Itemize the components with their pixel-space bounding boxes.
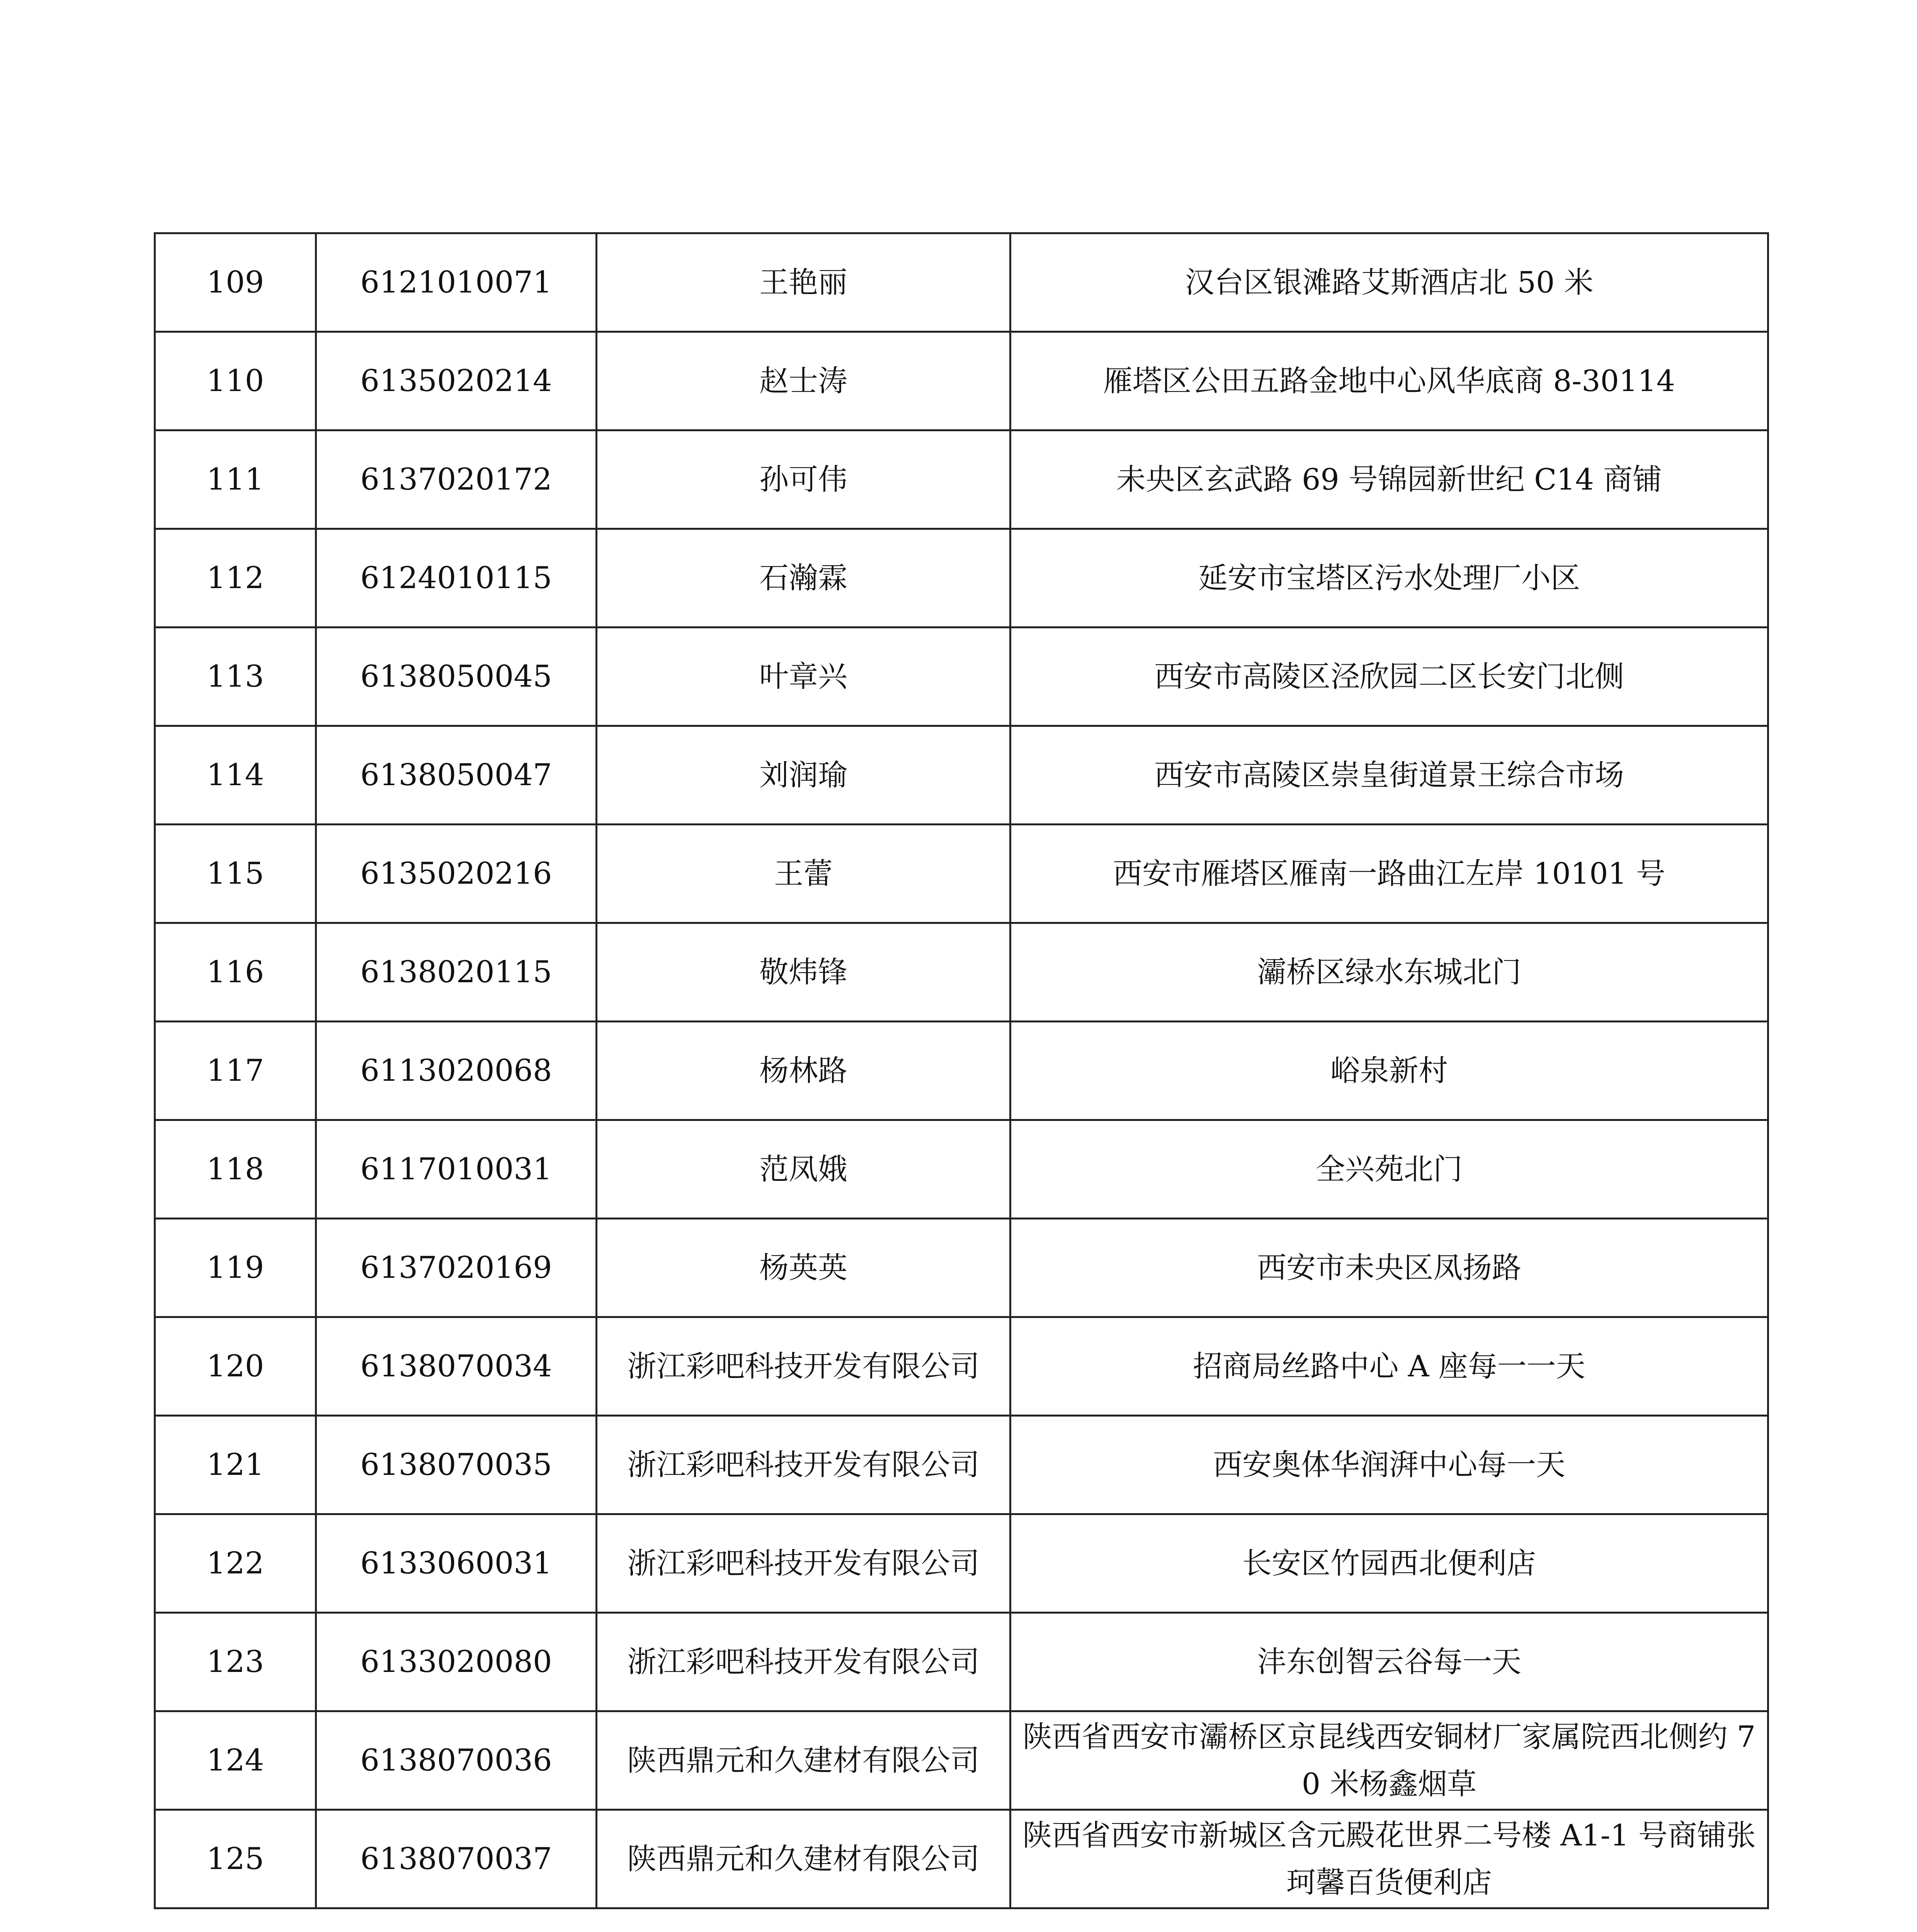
address-cell: 灞桥区绿水东城北门 bbox=[1010, 923, 1768, 1022]
code-cell: 6113020068 bbox=[316, 1022, 597, 1120]
name-cell: 陕西鼎元和久建材有限公司 bbox=[597, 1711, 1010, 1810]
name-cell: 孙可伟 bbox=[597, 430, 1010, 529]
table-row bbox=[155, 1120, 1768, 1219]
table-row bbox=[155, 1711, 1768, 1810]
row-number-cell: 118 bbox=[155, 1120, 316, 1219]
table-row bbox=[155, 1317, 1768, 1416]
code-cell: 6133060031 bbox=[316, 1514, 597, 1613]
table-row bbox=[155, 1514, 1768, 1613]
name-cell: 石瀚霖 bbox=[597, 529, 1010, 628]
address-cell: 未央区玄武路 69 号锦园新世纪 C14 商铺 bbox=[1010, 430, 1768, 529]
code-cell: 6133020080 bbox=[316, 1613, 597, 1711]
row-number-cell: 113 bbox=[155, 628, 316, 726]
code-cell: 6138050045 bbox=[316, 628, 597, 726]
row-number-cell: 112 bbox=[155, 529, 316, 628]
code-cell: 6135020216 bbox=[316, 825, 597, 923]
address-cell: 沣东创智云谷每一天 bbox=[1010, 1613, 1768, 1711]
name-cell: 敬炜锋 bbox=[597, 923, 1010, 1022]
name-cell: 赵士涛 bbox=[597, 332, 1010, 430]
row-number-cell: 120 bbox=[155, 1317, 316, 1416]
code-cell: 6138070034 bbox=[316, 1317, 597, 1416]
table-row bbox=[155, 332, 1768, 430]
name-cell: 陕西鼎元和久建材有限公司 bbox=[597, 1810, 1010, 1908]
name-cell: 杨林路 bbox=[597, 1022, 1010, 1120]
code-cell: 6138070035 bbox=[316, 1416, 597, 1514]
code-cell: 6124010115 bbox=[316, 529, 597, 628]
row-number-cell: 115 bbox=[155, 825, 316, 923]
address-cell: 西安奥体华润湃中心每一天 bbox=[1010, 1416, 1768, 1514]
address-cell: 西安市高陵区崇皇街道景王综合市场 bbox=[1010, 726, 1768, 825]
code-cell: 6138070036 bbox=[316, 1711, 597, 1810]
row-number-cell: 123 bbox=[155, 1613, 316, 1711]
name-cell: 刘润瑜 bbox=[597, 726, 1010, 825]
row-number-cell: 114 bbox=[155, 726, 316, 825]
address-cell: 陕西省西安市灞桥区京昆线西安铜材厂家属院西北侧约 70 米杨鑫烟草 bbox=[1010, 1711, 1768, 1810]
code-cell: 6138050047 bbox=[316, 726, 597, 825]
address-cell: 西安市未央区凤扬路 bbox=[1010, 1219, 1768, 1317]
address-cell: 峪泉新村 bbox=[1010, 1022, 1768, 1120]
name-cell: 浙江彩吧科技开发有限公司 bbox=[597, 1416, 1010, 1514]
table-row bbox=[155, 1613, 1768, 1711]
row-number-cell: 122 bbox=[155, 1514, 316, 1613]
code-cell: 6138070037 bbox=[316, 1810, 597, 1908]
code-cell: 6138020115 bbox=[316, 923, 597, 1022]
address-cell: 西安市雁塔区雁南一路曲江左岸 10101 号 bbox=[1010, 825, 1768, 923]
table-row bbox=[155, 529, 1768, 628]
row-number-cell: 117 bbox=[155, 1022, 316, 1120]
name-cell: 浙江彩吧科技开发有限公司 bbox=[597, 1613, 1010, 1711]
code-cell: 6117010031 bbox=[316, 1120, 597, 1219]
name-cell: 叶章兴 bbox=[597, 628, 1010, 726]
name-cell: 王艳丽 bbox=[597, 233, 1010, 332]
row-number-cell: 111 bbox=[155, 430, 316, 529]
name-cell: 范凤娥 bbox=[597, 1120, 1010, 1219]
table-row bbox=[155, 1416, 1768, 1514]
table-row bbox=[155, 430, 1768, 529]
code-cell: 6135020214 bbox=[316, 332, 597, 430]
code-cell: 6137020169 bbox=[316, 1219, 597, 1317]
table-row bbox=[155, 233, 1768, 332]
store-list-table bbox=[154, 232, 1769, 1909]
address-cell: 招商局丝路中心 A 座每一一天 bbox=[1010, 1317, 1768, 1416]
code-cell: 6137020172 bbox=[316, 430, 597, 529]
table-row bbox=[155, 923, 1768, 1022]
row-number-cell: 109 bbox=[155, 233, 316, 332]
table-row bbox=[155, 726, 1768, 825]
row-number-cell: 110 bbox=[155, 332, 316, 430]
name-cell: 浙江彩吧科技开发有限公司 bbox=[597, 1317, 1010, 1416]
row-number-cell: 121 bbox=[155, 1416, 316, 1514]
address-cell: 全兴苑北门 bbox=[1010, 1120, 1768, 1219]
address-cell: 延安市宝塔区污水处理厂小区 bbox=[1010, 529, 1768, 628]
name-cell: 浙江彩吧科技开发有限公司 bbox=[597, 1514, 1010, 1613]
table-body bbox=[155, 233, 1768, 1908]
row-number-cell: 116 bbox=[155, 923, 316, 1022]
row-number-cell: 125 bbox=[155, 1810, 316, 1908]
address-cell: 陕西省西安市新城区含元殿花世界二号楼 A1-1 号商铺张珂馨百货便利店 bbox=[1010, 1810, 1768, 1908]
row-number-cell: 119 bbox=[155, 1219, 316, 1317]
address-cell: 汉台区银滩路艾斯酒店北 50 米 bbox=[1010, 233, 1768, 332]
address-cell: 雁塔区公田五路金地中心风华底商 8-30114 bbox=[1010, 332, 1768, 430]
address-cell: 西安市高陵区泾欣园二区长安门北侧 bbox=[1010, 628, 1768, 726]
table-row bbox=[155, 1219, 1768, 1317]
name-cell: 杨英英 bbox=[597, 1219, 1010, 1317]
table-row bbox=[155, 825, 1768, 923]
table-row bbox=[155, 628, 1768, 726]
name-cell: 王蕾 bbox=[597, 825, 1010, 923]
address-cell: 长安区竹园西北便利店 bbox=[1010, 1514, 1768, 1613]
store-list-table-container bbox=[154, 232, 1767, 1909]
row-number-cell: 124 bbox=[155, 1711, 316, 1810]
table-row bbox=[155, 1810, 1768, 1908]
code-cell: 6121010071 bbox=[316, 233, 597, 332]
table-row bbox=[155, 1022, 1768, 1120]
